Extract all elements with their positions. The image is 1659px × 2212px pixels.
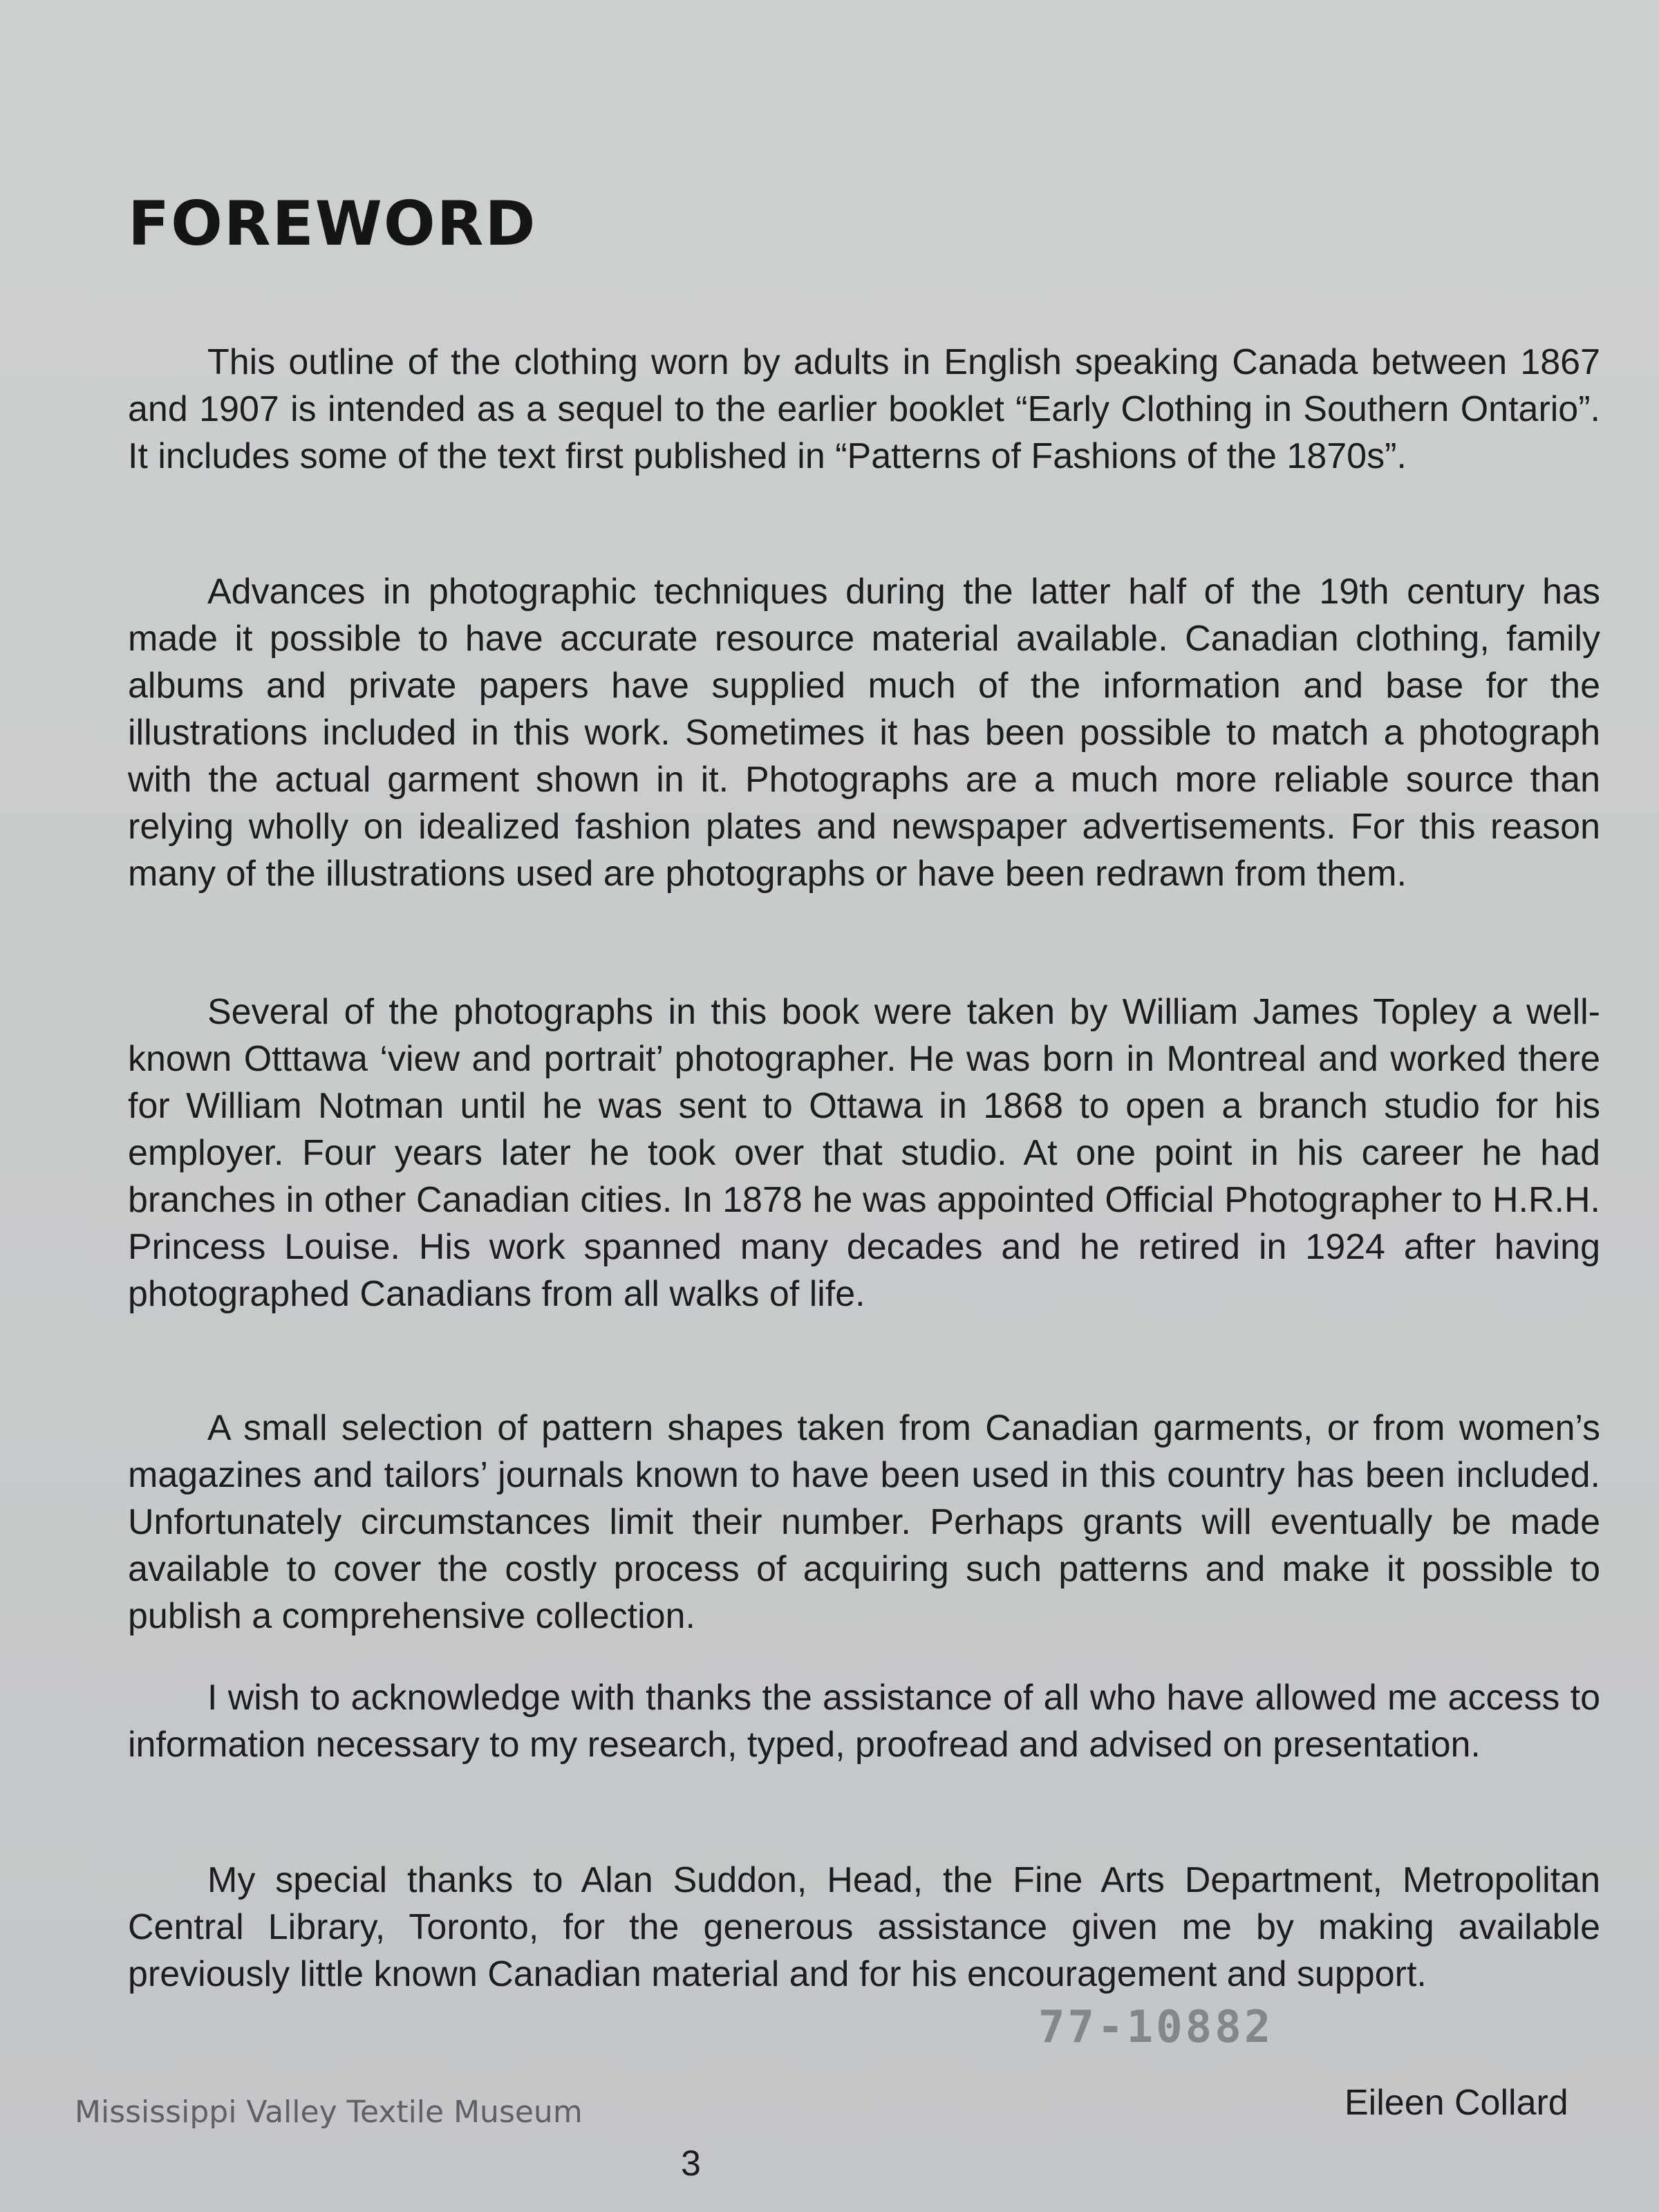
accession-stamp: 77-10882: [1038, 2002, 1274, 2053]
foreword-paragraph-1: This outline of the clothing worn by adults in English speaking Canada between 1867 and 1907 is intended as a sequel to the earlier booklet “Early Clothing in Southern Ontario”. It includes some of the text first published in “Patterns of Fashions of the 1870s”.: [128, 342, 1600, 476]
foreword-paragraph-2: Advances in photographic techniques during the latter half of the 19th century has made it possible to have accurate resource material available. Canadian clothing, family albums and private papers have supplied much of the information and base for the illustrations included in this work. Sometimes it has been possible to match a photograph with the actual garment shown in it. Photographs are a much more reliable source than relying wholly on idealized fashion plates and newspaper advertisements. For this reason many of the illustrations used are photographs or have been redrawn from them.: [128, 572, 1600, 894]
page-number: 3: [681, 2144, 701, 2184]
foreword-paragraph-4: A small selection of pattern shapes taken from Canadian garments, or from women’s magazines and tailors’ journals known to have been used in this country has been included. Unfortunately circumstances limit their number. Perhaps grants will eventually be made available to cover the costly process of acquiring such patterns and make it possible to publish a comprehensive collection.: [128, 1408, 1600, 1636]
foreword-paragraph-5: I wish to acknowledge with thanks the assistance of all who have allowed me access to information necessary to my research, typed, proofread and advised on presentation.: [128, 1678, 1600, 1765]
foreword-paragraph-3: Several of the photographs in this book were taken by William James Topley a well-known Otttawa ‘view and portrait’ photographer. He was born in Montreal and worked there for William Notman until he was sent to Ottawa in 1868 to open a branch studio for his employer. Four years later he took over that studio. At one point in his career he had branches in other Canadian cities. In 1878 he was appointed Official Photographer to H.R.H. Princess Louise. His work spanned many decades and he retired in 1924 after having photographed Canadians from all walks of life.: [128, 992, 1600, 1314]
foreword-paragraph-6: My special thanks to Alan Suddon, Head, the Fine Arts Department, Metropolitan Central Library, Toronto, for the generous assistance given me by making available previously little known Canadian material and for his encouragement and support.: [128, 1860, 1600, 1994]
museum-watermark: Mississippi Valley Textile Museum: [75, 2094, 583, 2130]
page-title: FOREWORD: [128, 188, 537, 259]
author-signature: Eileen Collard: [1344, 2083, 1568, 2123]
